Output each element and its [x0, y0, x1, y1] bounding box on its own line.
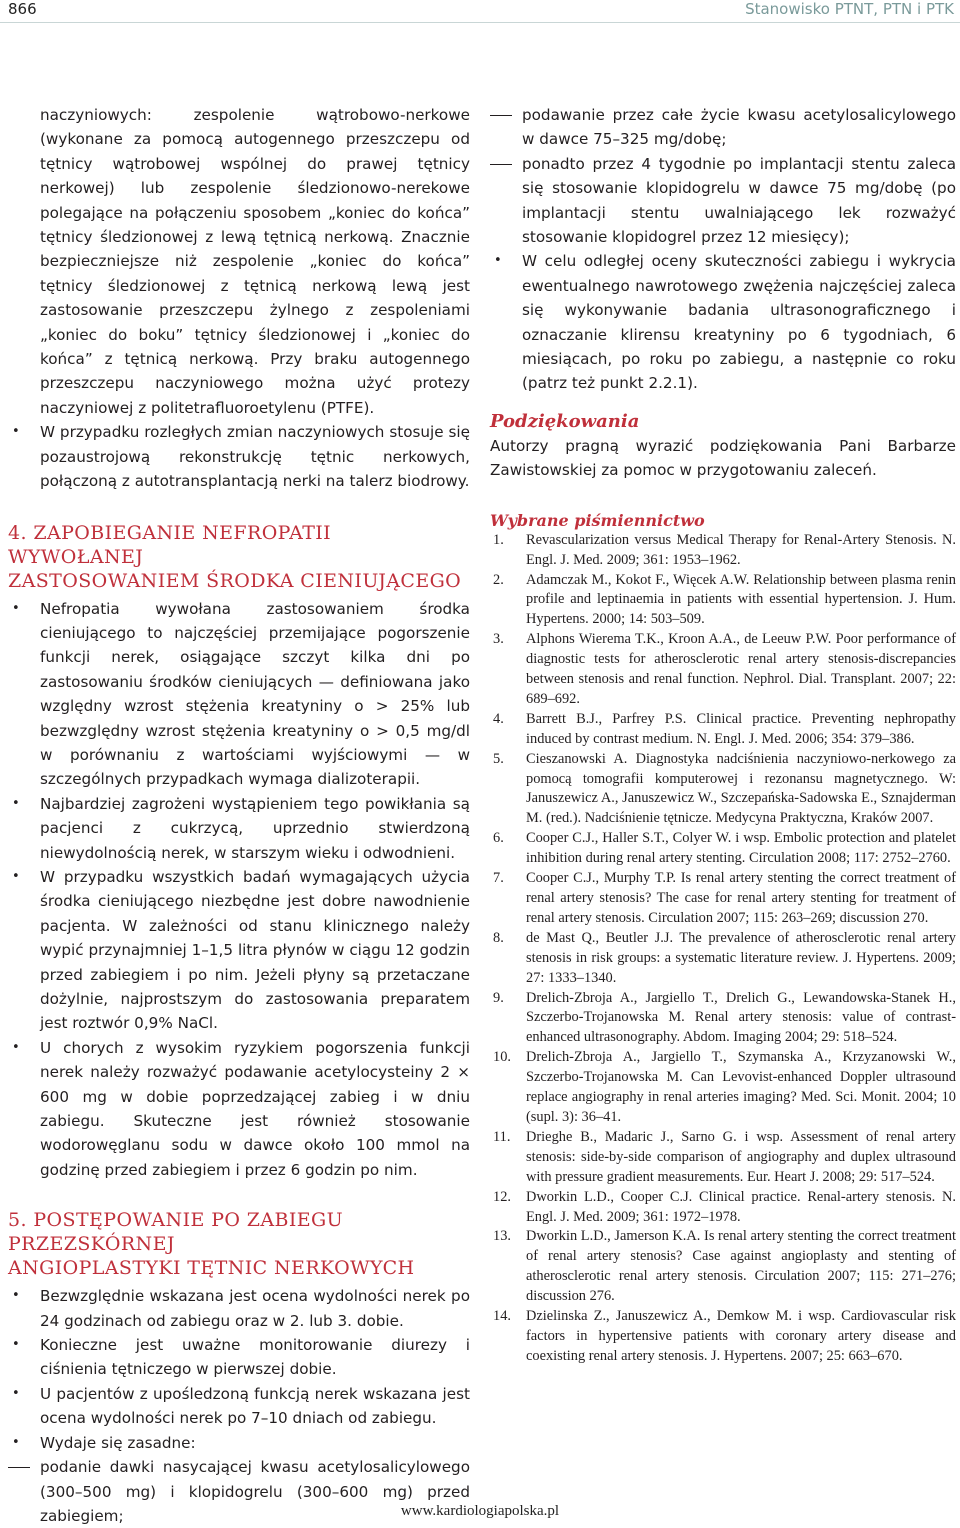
reference-item [490, 630, 956, 710]
bullet-text: Konieczne jest uważne monitorowanie diurezy i ciśnienia tętniczego w pierwszej dobie. [40, 1336, 470, 1379]
dash-item [490, 103, 956, 152]
dash-text: podanie dawki nasycającej kwasu acetylosalicylowego (300–500 mg) i klopidogrelu (300–600 mg) przed zabiegiem; [40, 1458, 470, 1525]
reference-number: 9. [493, 989, 504, 1006]
bullet-icon: • [12, 1434, 20, 1450]
dash-text: podawanie przez całe życie kwasu acetylosalicylowego w dawce 75–325 mg/dobę; [522, 106, 956, 149]
intro-bullet [8, 420, 470, 493]
reference-text: Drelich-Zbroja A., Jargiello T., Szymanska A., Krzyzanowski W., Szczerbo-Trojanowska M. Can Levovist-enhanced Doppler ultrasound replace angiography in renal arteries imaging? Med. Sci. Monit. 2004; 10 (supl. 3): 36–41. [526, 1049, 956, 1125]
reference-number: 6. [493, 830, 504, 847]
reference-item [490, 750, 956, 830]
reference-number: 14. [493, 1308, 511, 1325]
running-title: Stanowisko PTNT, PTN i PTK [745, 0, 954, 18]
reference-number: 2. [493, 571, 504, 588]
bullet-text: Wydaje się zasadne: [40, 1433, 196, 1452]
bullet-icon: • [494, 253, 502, 269]
reference-number: 3. [493, 631, 504, 648]
reference-item [490, 1307, 956, 1367]
footer-url[interactable]: www.kardiologiapolska.pl [400, 1503, 560, 1519]
reference-number: 12. [493, 1188, 511, 1205]
reference-text: Adamczak M., Kokot F., Więcek A.W. Relationship between plasma renin profile and leptinaemia in patients with essential hypertension. J. Hum. Hypertens. 2000; 14: 503–509. [526, 571, 956, 628]
reference-text: Dzielinska Z., Januszewicz A., Demkow M. i wsp. Cardiovascular risk factors in hypertensive patients with coronary artery disease and coexisting renal artery stenosis. J. Hypertens. 2007; 25: 663–670. [526, 1308, 956, 1364]
bullet-text: Najbardziej zagrożeni wystąpieniem tego powikłania są pacjenci z cukrzycą, uprzednio stwierdzoną niewydolnością nerek, w starszym wieku i odwodnieni. [40, 794, 470, 862]
bullet-icon: • [12, 868, 20, 884]
bullet-text: U pacjentów z upośledzoną funkcją nerek wskazana jest ocena wydolności nerek po 7–10 dniach od zabiegu. [40, 1384, 470, 1428]
bullet-icon: • [12, 424, 20, 440]
section-5-bullet [8, 1333, 470, 1382]
section-5-bullet [8, 1382, 470, 1431]
acknowledgements-text: Autorzy pragną wyrazić podziękowania Pani Barbarze Zawistowskiej za pomoc w przygotowaniu zaleceń. [490, 436, 956, 480]
section-5-bullet [8, 1284, 470, 1333]
page-header [0, 0, 960, 22]
dash-icon [8, 1467, 30, 1468]
reference-text: Cooper C.J., Murphy T.P. Is renal artery stenting the correct treatment of renal artery stenosis? The case for renal artery stenting for treatment of renal artery stenosis. Circulation 2007; 115: 263–269; discussion 270. [526, 870, 956, 926]
bullet-icon: • [12, 1337, 20, 1353]
section-5-title [8, 1208, 470, 1280]
section-4-title-line2: ZASTOSOWANIEM ŚRODKA CIENIUJĄCEGO [8, 569, 462, 592]
dash-icon [490, 164, 512, 165]
bullet-icon: • [12, 795, 20, 811]
section-5-title-line1: 5. POSTĘPOWANIE PO ZABIEGU PRZEZSKÓRNEJ [8, 1209, 344, 1256]
bullet-text: W celu odległej oceny skuteczności zabiegu i wykrycia ewentualnego nawrotowego zwężenia najczęściej zaleca się wykonywanie badania ultrasonograficznego i oznaczanie klirensu kreatyniny po 6 tygodniach, 6 miesiącach, po roku po zabiegu, a następnie co roku (patrz też punkt 2.2.1). [522, 252, 956, 393]
bullet-icon: • [12, 1288, 20, 1304]
bullet-text: Nefropatia wywołana zastosowaniem środka cieniującego to najczęściej przemijające pogorszenie funkcji nerek, osiągające szczyt kilka dni po zastosowaniu środków cieniujących — definiowana jako względny wzrost stężenia kreatyniny o > 25% lub bezwzględny wzrost stężenia kreatyniny o > 0,5 mg/dl w porównaniu z wartościami wyjściowymi — w szczególnych przypadkach wymaga dializoterapii. [40, 599, 470, 789]
right-column [490, 103, 956, 1367]
dash-icon [490, 115, 512, 116]
reference-item [490, 571, 956, 631]
left-column [8, 103, 470, 1528]
dash-item [490, 152, 956, 250]
reference-item [490, 1128, 956, 1188]
reference-text: Drelich-Zbroja A., Jargiello T., Drelich G., Lewandowska-Stanek H., Szczerbo-Trojanowska M. Renal artery stenosis: value of contrast-enhanced ultrasonography. Abdom. Imaging 2004; 29: 518–524. [526, 989, 956, 1046]
section-4-bullet [8, 865, 470, 1036]
reference-number: 10. [493, 1049, 511, 1066]
reference-text: Cooper C.J., Haller S.T., Colyer W. i wsp. Embolic protection and platelet inhibition during renal artery stenting. Circulation 2008; 117: 2752–2760. [526, 830, 956, 867]
section-4-bullet [8, 1036, 470, 1182]
followup-bullet [490, 249, 956, 395]
bullet-icon: • [12, 1385, 20, 1401]
reference-item [490, 829, 956, 869]
intro-paragraph: naczyniowych: zespolenie wątrobowo-nerkowe (wykonane za pomocą autogennego przeszczepu od tętnicy wątrobowej wspólnej do prawej tętnicy nerkowej) lub zespolenie śledzionowo-nerekowe polegające na połączeniu sposobem „koniec do końca” tętnicy śledzionowej z lewą tętnicą nerkową. Znacznie bezpieczniejsze niż zespolenie „koniec do końca” tętnicy śledzionowej z tętnicą nerkową lewą jest zastosowanie przeszczepu żylnego z zespoleniami „koniec do boku” tętnicy śledzionowej i „koniec do końca” z tętnicą nerkową. Przy braku autogennego przeszczepu naczyniowego można użyć protezy naczyniowej z politetrafluoroetylenu (PTFE). [40, 106, 470, 417]
reference-item [490, 869, 956, 929]
reference-text: Cieszanowski A. Diagnostyka nadciśnienia naczyniowo-nerkowego za pomocą tomografii komputerowej i rezonansu magnetycznego. W: Januszewicz A., Januszewicz W., Szczepańska-Sadowska E., Sznajderman M. (red.). Nadciśnienie tętnicze. Medycyna Praktyczna, Kraków 2007. [526, 750, 956, 827]
bullet-text: U chorych z wysokim ryzykiem pogorszenia funkcji nerek należy rozważyć podawanie acetylocysteiny 2 × 600 mg w dobie poprzedzającej zabieg i w dniu zabiegu. Skuteczne jest również stosowanie wodorowęglanu sodu w dawce około 100 mmol na godzinę przed zabiegiem i przez 6 godzin po nim. [40, 1038, 470, 1179]
reference-text: Revascularization versus Medical Therapy for Renal-Artery Stenosis. N. Engl. J. Med. 2009; 361: 1953–1962. [526, 531, 956, 568]
reference-text: de Mast Q., Beutler J.J. The prevalence of atherosclerotic renal artery stenosis in risk groups: a systematic literature review. J. Hypertens. 2009; 27: 1333–1340. [526, 929, 956, 986]
reference-item [490, 1048, 956, 1128]
reference-number: 4. [493, 710, 504, 727]
reference-item [490, 710, 956, 750]
section-4-title-line1: 4. ZAPOBIEGANIE NEFROPATII WYWOŁANEJ [8, 521, 332, 568]
reference-number: 11. [493, 1128, 511, 1145]
bullet-icon: • [12, 600, 20, 616]
section-4-bullet [8, 792, 470, 865]
reference-item [490, 1188, 956, 1228]
page-number: 866 [8, 0, 37, 18]
bullet-text: W przypadku rozległych zmian naczyniowych stosuje się pozaustrojową rekonstrukcję tętnic nerkowych, połączoną z autotransplantacją nerki na talerz biodrowy. [40, 423, 470, 491]
section-5-title-line2: ANGIOPLASTYKI TĘTNIC NERKOWYCH [8, 1257, 415, 1280]
section-4-title [8, 521, 470, 593]
dash-text: ponadto przez 4 tygodnie po implantacji stentu zaleca się stosowanie klopidogrelu w dawce 75 mg/dobę (po implantacji stentu uwalniającego lek rozważyć stosowanie klopidogrel przez 12 miesięcy); [522, 154, 956, 247]
reference-item [490, 531, 956, 571]
reference-number: 5. [493, 750, 504, 767]
reference-text: Dworkin L.D., Cooper C.J. Clinical practice. Renal-artery stenosis. N. Engl. J. Med. 2009; 361: 1972–1978. [526, 1188, 956, 1225]
reference-number: 1. [493, 531, 504, 548]
reference-number: 8. [493, 929, 504, 946]
references-list [490, 531, 956, 1367]
bullet-icon: • [12, 1039, 20, 1055]
reference-text: Alphons Wierema T.K., Kroon A.A., de Leeuw P.W. Poor performance of diagnostic tests for atherosclerotic renal artery stenosis-discrepancies between stenosis and renal function. Nephrol. Dial. Transplant. 2007; 22: 689–692. [526, 631, 956, 707]
reference-item [490, 1227, 956, 1307]
reference-number: 13. [493, 1228, 511, 1245]
header-rule [0, 22, 960, 23]
reference-item [490, 989, 956, 1049]
reference-text: Drieghe B., Madaric J., Sarno G. i wsp. Assessment of renal artery stenosis: side-by-side comparison of angiography and duplex ultrasound with pressure gradient measurements. Eur. Heart J. 2008; 29: 517–524. [526, 1128, 956, 1185]
references-title: Wybrane piśmiennictwo [490, 510, 705, 530]
section-4-bullet [8, 597, 470, 792]
reference-item [490, 929, 956, 989]
acknowledgements-title: Podziękowania [490, 410, 640, 432]
reference-text: Barrett B.J., Parfrey P.S. Clinical practice. Preventing nephropathy induced by contrast medium. N. Engl. J. Med. 2006; 354: 379–386. [526, 710, 956, 747]
bullet-text: W przypadku wszystkich badań wymagających użycia środka cieniującego niezbędne jest dobre nawodnienie pacjenta. W zależności od stanu klinicznego należy wypić przynajmniej 1–1,5 litra płynów w ciągu 12 godzin przed zabiegiem i po nim. Jeżeli płyny są przetaczane dożylnie, najprostszym do zastosowania preparatem jest roztwór 0,9% NaCl. [40, 867, 470, 1033]
section-5-bullet [8, 1431, 470, 1455]
bullet-text: Bezwzględnie wskazana jest ocena wydolności nerek po 24 godzinach od zabiegu oraz w 2. lub 3. dobie. [40, 1287, 470, 1330]
reference-number: 7. [493, 870, 504, 887]
reference-text: Dworkin L.D., Jamerson K.A. Is renal artery stenting the correct treatment of renal artery stenosis? Case against angioplasty and stenting of atherosclerotic renal artery stenosis. Circulation 2007; 115: 271–276; discussion 276. [526, 1228, 956, 1305]
